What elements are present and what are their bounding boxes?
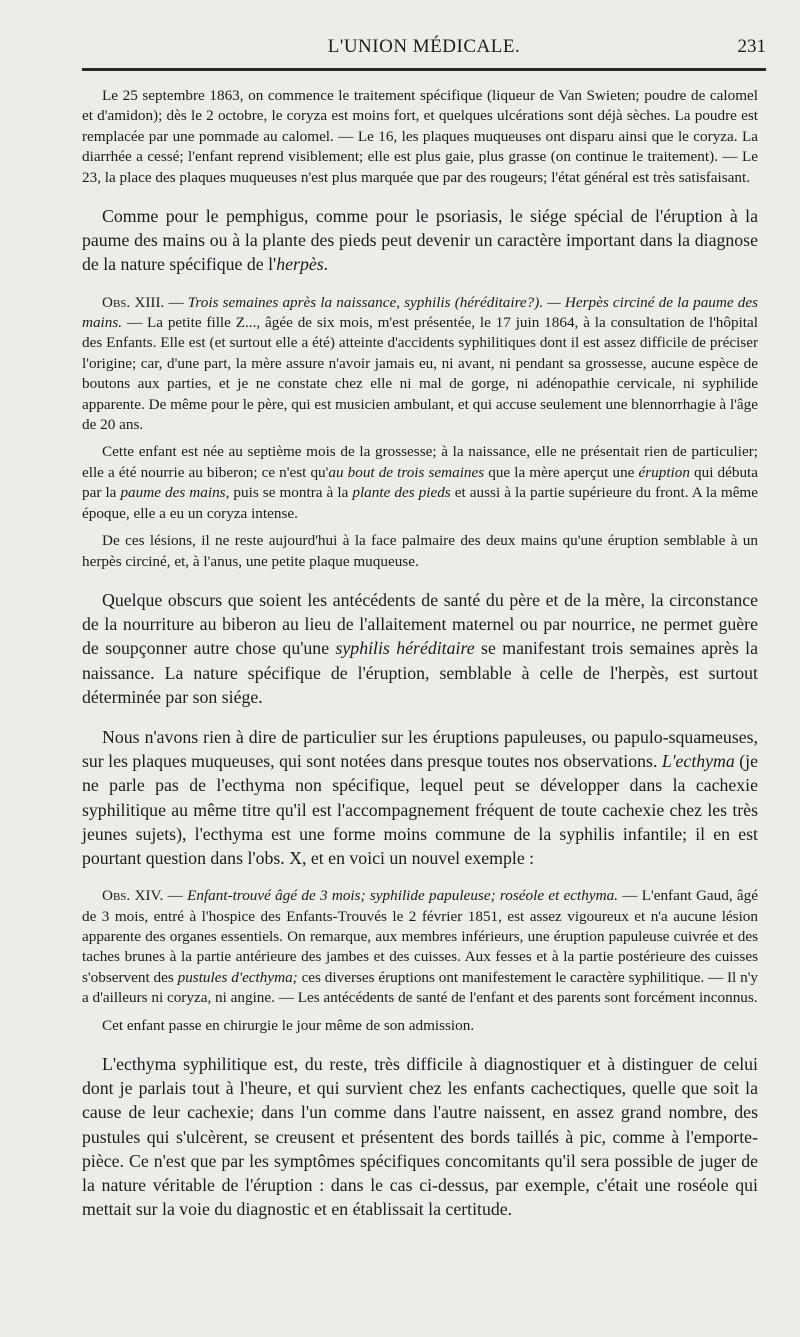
text-segment: ces diverses éruptions ont manifestement le caractère syphilitique. — Il n'y a d'ailleurs ni coryza, ni angine. — Les antécédents de santé de l'enfant et des parents sont forcément inconnus. [82,968,759,1007]
italic-segment: syphilis héréditaire [335,638,475,659]
paragraph-surgery: Cet enfant passe en chirurgie le jour même de son admission. [102,1016,475,1034]
running-title: L'UNION MÉDICALE. [327,36,521,57]
observation-text: — La petite fille Z..., âgée de six mois, m'est présentée, le 17 juin 1864, à la consultation de l'hôpital des Enfants. Elle est (et surtout elle a été) atteinte d'accidents syphilitiques dont il est assez difficile de préciser l'origine; car, d'une part, la mère assure n'avoir jamais eu, ni avant, ni pendant sa grossesse, aucune espèce de boutons aux parties, et je ne constate chez elle ni mal de gorge, ni adénopathie cervicale, ni syphilide apparente. De même pour le père, qui est musicien ambulant, et qui accuse seulement une blennorrhagie à l'âge de 20 ans. [82,314,758,434]
observation-label: Obs. XIII. [102,293,165,311]
page-body [82,86,758,1221]
paragraph-birth [82,442,758,524]
italic-segment: pustules d'ecthyma; [177,968,298,986]
observation-title: Trois semaines après la naissance, syphilis (héréditaire?). — Herpès circiné de la paume des mains. [82,293,758,332]
text-segment: se manifestant trois semaines après la naissance. La nature spécifique de l'éruption, semblable à celle de l'herpès, est surtout déterminée par son siége. [82,638,758,707]
text-segment: puis se montra à la [229,484,353,502]
text-segment: Quelque obscurs que soient les antécédents de santé du père et de la mère, la circonstance de la nourriture au biberon au lieu de l'allaitement maternel ou par nourrice, ne permet guère de soupçonner autre chose qu'une [82,589,758,659]
text-segment: . [323,254,329,275]
text-segment: qui débuta par la [82,463,758,502]
italic-herpes: herpès [276,254,324,275]
paragraph-ecthyma [82,725,758,870]
text-segment: — L'enfant Gaud, âgé de 3 mois, entré à l'hospice des Enfants-Trouvés le 2 février 1851, est assez vigoureux et n'a aucune lésion apparente des organes essentiels. On remarque, aux membres inférieurs, une éruption papuleuse cuivrée et des taches brunes à la partie antérieure des jambes et des cuisses. Aux fesses et à la partie postérieure des cuisses s'observent des [82,887,758,986]
text-segment: et aussi à la partie supérieure du front. A la même époque, elle a eu un coryza intense. [82,484,758,522]
observation-xiv [82,886,758,1008]
text-segment: — [164,293,188,311]
text-segment: (je ne parle pas de l'ecthyma non spécifique, lequel peut se développer dans la cachexie syphilitique au même titre qu'il est l'accompagnement fréquent de toute cachexie chez les très jeunes sujets), l'ecthyma est une forme moins commune de la syphilis infantile; il en est pourtant question dans l'obs. X, et en voici un nouvel exemple : [82,751,758,868]
italic-segment: paume des mains, [120,484,230,502]
page-header [82,36,766,62]
observation-title: Enfant-trouvé âgé de 3 mois; syphilide papuleuse; roséole et ecthyma. [187,887,618,905]
italic-segment: éruption [638,463,690,481]
observation-label: Obs. XIV. [102,887,164,905]
paragraph-diagnosis: L'ecthyma syphilitique est, du reste, très difficile à diagnostiquer et à distinguer de celui dont je parlais tout à l'heure, et qui survient chez les enfants cachectiques, quelle que soit la cause de leur cachexie; dans l'un comme dans l'autre naissent, en assez grand nombre, des pustules qui s'ulcèrent, se creusent et présentent des bords taillés à pic, comme à l'emporte-pièce. Ce n'est que par les symptômes spécifiques concomitants qu'il sera possible de juger de la nature véritable de l'éruption : dans le cas ci-dessus, par exemple, c'était une roséole qui mettait sur la voie du diagnostic et en établissait la certitude. [82,1054,758,1220]
paragraph-pemphigus [82,204,758,277]
text-segment: Nous n'avons rien à dire de particulier sur les éruptions papuleuses, ou papulo-squameuses, sur les plaques muqueuses, qui sont notées dans presque toutes nos observations. [82,726,758,772]
paragraph-treatment: Le 25 septembre 1863, on commence le traitement spécifique (liqueur de Van Swieten; poudre de calomel et d'amidon); dès le 2 octobre, le coryza est moins fort, et quelques ulcérations sont déjà sèches. La poudre est remplacée par une pommade au calomel. — Le 16, les plaques muqueuses ont disparu ainsi que le coryza. La diarrhée a cessé; l'enfant reprend visiblement; elle est plus gaie, plus grasse (on continue le traitement). — Le 23, la place des plaques muqueuses n'est plus marquée que par des rougeurs; l'état général est très satisfaisant. [82,87,758,186]
header-rule [82,68,766,71]
page-number: 231 [737,36,766,57]
text-segment: Cette enfant est née au septième mois de la grossesse; à la naissance, elle ne présentait rien de particulier; elle a été nourrie au biberon; ce n'est qu' [82,443,758,481]
paragraph-antecedents [82,588,758,709]
italic-segment: au bout de trois semaines [328,463,485,481]
text-segment: Comme pour le pemphigus, comme pour le psoriasis, le siége spécial de l'éruption à la paume des mains ou à la plante des pieds peut devenir un caractère important dans la diagnose de la nature spécifique de l' [82,206,758,275]
italic-segment: L'ecthyma [661,751,735,772]
paragraph-lesions: De ces lésions, il ne reste aujourd'hui à la face palmaire des deux mains qu'une éruption semblable à un herpès circiné, et, à l'anus, une petite plaque muqueuse. [82,532,758,570]
italic-segment: plante des pieds [352,484,451,502]
observation-xiii [82,293,758,436]
text-segment: — [163,887,188,905]
text-segment: que la mère aperçut une [484,463,639,481]
